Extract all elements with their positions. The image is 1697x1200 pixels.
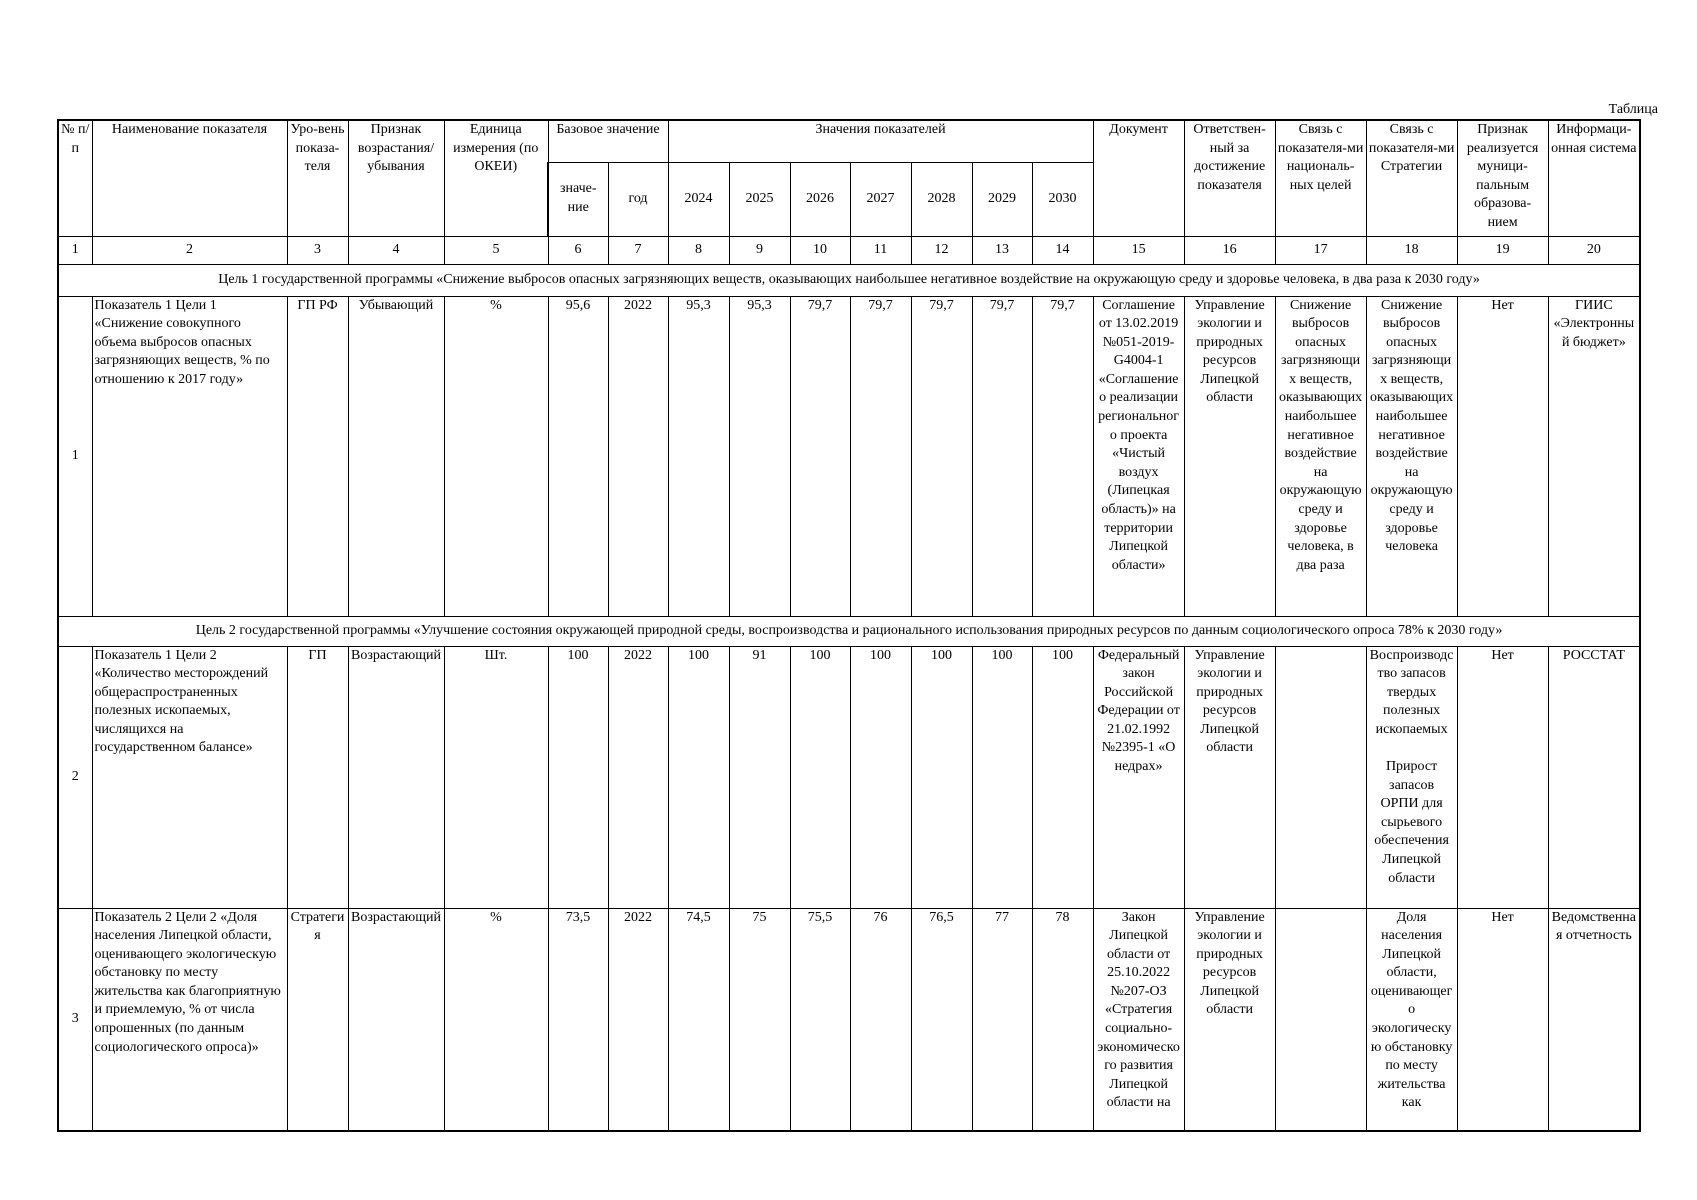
table-row [58, 646, 1640, 908]
value-cell: 74,5 [668, 908, 729, 1131]
indicator-name: Показатель 2 Цели 2 «Доля населения Липецкой области, оценивающего экологическую обстановку по месту жительства как благоприятную и приемлемую, % от числа опрошенных (по данным социологического опроса)» [92, 908, 287, 1131]
column-number: 5 [444, 236, 548, 264]
row-number: 2 [58, 646, 92, 908]
goal-row [58, 264, 1640, 296]
column-number: 1 [58, 236, 92, 264]
column-number: 8 [668, 236, 729, 264]
header-num: № п/п [58, 120, 92, 236]
header-year: 2026 [790, 162, 850, 236]
goal-2-title: Цель 2 государственной программы «Улучшение состояния окружающей природной среды, воспроизводства и рационального использования природных ресурсов по данным социологического опроса 78% к 2030 году» [58, 616, 1640, 646]
value-cell: 79,7 [1032, 296, 1093, 616]
value-cell: 91 [729, 646, 790, 908]
column-number: 6 [548, 236, 608, 264]
header-national-link: Связь с показателя-ми националь-ных целей [1275, 120, 1366, 236]
column-number: 20 [1548, 236, 1640, 264]
value-cell: 76 [850, 908, 911, 1131]
indicator-unit: % [444, 296, 548, 616]
column-number: 17 [1275, 236, 1366, 264]
indicator-level: Стратегия [287, 908, 348, 1131]
municipal-cell: Нет [1457, 646, 1548, 908]
document-cell: Федеральный закон Российской Федерации от 21.02.1992 №2395-1 «О недрах» [1093, 646, 1184, 908]
header-base-value: значе-ние [548, 162, 608, 236]
header-responsible: Ответствен-ный за достижение показателя [1184, 120, 1275, 236]
column-number: 9 [729, 236, 790, 264]
header-name: Наименование показателя [92, 120, 287, 236]
row-number: 3 [58, 908, 92, 1131]
value-cell: 95,3 [729, 296, 790, 616]
base-value: 73,5 [548, 908, 608, 1131]
value-cell: 100 [790, 646, 850, 908]
municipal-cell: Нет [1457, 908, 1548, 1131]
header-year: 2027 [850, 162, 911, 236]
header-strategy-link: Связь с показателя-ми Стратегии [1366, 120, 1457, 236]
value-cell: 100 [668, 646, 729, 908]
strategy-link-cell: Доля населения Липецкой области, оценивающего экологическую обстановку по месту жительства как [1366, 908, 1457, 1131]
info-system-cell: Ведомственная отчетность [1548, 908, 1640, 1131]
indicator-name: Показатель 1 Цели 2 «Количество месторождений общераспространенных полезных ископаемых, числящихся на государственном балансе» [92, 646, 287, 908]
document-cell: Соглашение от 13.02.2019 №051-2019-G4004-1 «Соглашение о реализации регионального проекта «Чистый воздух (Липецкая область)» на территории Липецкой области» [1093, 296, 1184, 616]
value-cell: 79,7 [790, 296, 850, 616]
header-unit: Единица измерения (по ОКЕИ) [444, 120, 548, 236]
strategy-link-cell: Снижение выбросов опасных загрязняющих веществ, оказывающих наибольшее негативное воздействие на окружающую среду и здоровье человека [1366, 296, 1457, 616]
responsible-cell: Управление экологии и природных ресурсов Липецкой области [1184, 296, 1275, 616]
indicator-level: ГП РФ [287, 296, 348, 616]
table-row [58, 296, 1640, 616]
row-number: 1 [58, 296, 92, 616]
column-number: 18 [1366, 236, 1457, 264]
base-year: 2022 [608, 296, 668, 616]
value-cell: 100 [972, 646, 1032, 908]
column-number: 15 [1093, 236, 1184, 264]
base-year: 2022 [608, 908, 668, 1131]
column-number: 11 [850, 236, 911, 264]
responsible-cell: Управление экологии и природных ресурсов Липецкой области [1184, 646, 1275, 908]
base-value: 95,6 [548, 296, 608, 616]
header-info-system: Информаци-онная система [1548, 120, 1640, 236]
indicator-level: ГП [287, 646, 348, 908]
national-link-cell [1275, 908, 1366, 1131]
indicator-trend: Возрастающий [348, 908, 444, 1131]
goal-1-title: Цель 1 государственной программы «Снижение выбросов опасных загрязняющих веществ, оказывающих наибольшее негативное воздействие на окружающую среду и здоровье человека, в два раза к 2030 году» [58, 264, 1640, 296]
column-number: 2 [92, 236, 287, 264]
column-number: 16 [1184, 236, 1275, 264]
column-number: 19 [1457, 236, 1548, 264]
goal-row [58, 616, 1640, 646]
header-level: Уро-вень показа-теля [287, 120, 348, 236]
value-cell: 95,3 [668, 296, 729, 616]
value-cell: 75,5 [790, 908, 850, 1131]
header-year: 2028 [911, 162, 972, 236]
value-cell: 77 [972, 908, 1032, 1131]
document-cell: Закон Липецкой области от 25.10.2022 №207-ОЗ «Стратегия социально-экономического развития Липецкой области на [1093, 908, 1184, 1131]
strategy-link-cell: Воспроизводство запасов твердых полезных ископаемых Прирост запасов ОРПИ для сырьевого обеспечения Липецкой области [1366, 646, 1457, 908]
column-numbers-row [58, 236, 1640, 264]
table-caption: Таблица [1608, 102, 1658, 117]
value-cell: 79,7 [850, 296, 911, 616]
value-cell: 76,5 [911, 908, 972, 1131]
column-number: 12 [911, 236, 972, 264]
indicators-table [57, 119, 1641, 1132]
responsible-cell: Управление экологии и природных ресурсов Липецкой области [1184, 908, 1275, 1131]
header-year: 2030 [1032, 162, 1093, 236]
national-link-cell [1275, 646, 1366, 908]
header-row [58, 120, 1640, 162]
column-number: 13 [972, 236, 1032, 264]
header-base-group: Базовое значение [548, 120, 668, 162]
value-cell: 100 [850, 646, 911, 908]
column-number: 10 [790, 236, 850, 264]
value-cell: 100 [1032, 646, 1093, 908]
value-cell: 78 [1032, 908, 1093, 1131]
municipal-cell: Нет [1457, 296, 1548, 616]
table-row [58, 908, 1640, 1131]
indicator-trend: Возрастающий [348, 646, 444, 908]
header-values-group: Значения показателей [668, 120, 1093, 162]
header-trend: Признак возрастания/ убывания [348, 120, 444, 236]
indicator-unit: % [444, 908, 548, 1131]
header-base-year: год [608, 162, 668, 236]
header-document: Документ [1093, 120, 1184, 236]
base-value: 100 [548, 646, 608, 908]
column-number: 7 [608, 236, 668, 264]
indicator-trend: Убывающий [348, 296, 444, 616]
header-year: 2029 [972, 162, 1032, 236]
column-number: 4 [348, 236, 444, 264]
value-cell: 79,7 [972, 296, 1032, 616]
column-number: 3 [287, 236, 348, 264]
header-municipal: Признак реализуется муници-пальным образова-нием [1457, 120, 1548, 236]
value-cell: 100 [911, 646, 972, 908]
info-system-cell: ГИИС «Электронный бюджет» [1548, 296, 1640, 616]
base-year: 2022 [608, 646, 668, 908]
column-number: 14 [1032, 236, 1093, 264]
header-year: 2024 [668, 162, 729, 236]
info-system-cell: РОССТАТ [1548, 646, 1640, 908]
national-link-cell: Снижение выбросов опасных загрязняющих веществ, оказывающих наибольшее негативное воздействие на окружающую среду и здоровье человека, в два раза [1275, 296, 1366, 616]
indicator-name: Показатель 1 Цели 1 «Снижение совокупного объема выбросов опасных загрязняющих веществ, % по отношению к 2017 году» [92, 296, 287, 616]
value-cell: 75 [729, 908, 790, 1131]
indicator-unit: Шт. [444, 646, 548, 908]
header-year: 2025 [729, 162, 790, 236]
value-cell: 79,7 [911, 296, 972, 616]
